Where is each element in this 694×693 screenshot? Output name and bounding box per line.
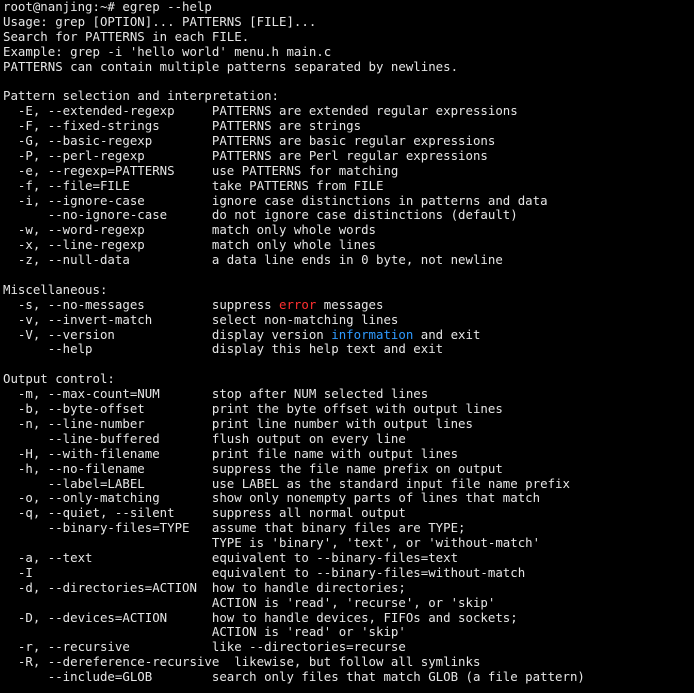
- terminal-line: -a, --text equivalent to --binary-files=text: [3, 550, 459, 565]
- terminal-line: Example: grep -i 'hello world' menu.h main.c: [3, 44, 332, 59]
- terminal-line: --line-buffered flush output on every line: [3, 431, 406, 446]
- terminal-line: -I equivalent to --binary-files=without-match: [3, 565, 526, 580]
- terminal-line: -r, --recursive like --directories=recurse: [3, 640, 406, 655]
- terminal-line: -f, --file=FILE take PATTERNS from FILE: [3, 178, 384, 193]
- terminal-line: Search for PATTERNS in each FILE.: [3, 29, 250, 44]
- terminal-line: Pattern selection and interpretation:: [3, 89, 280, 104]
- terminal-line: [3, 74, 694, 89]
- terminal-line: -n, --line-number print line number with output lines: [3, 416, 473, 431]
- terminal-line: -e, --regexp=PATTERNS use PATTERNS for matching: [3, 163, 399, 178]
- error-highlight-text: error: [279, 297, 317, 312]
- terminal-text-segment: -V, --version display version: [3, 327, 332, 342]
- terminal-line: --label=LABEL use LABEL as the standard input file name prefix: [3, 476, 570, 491]
- terminal-line: [3, 357, 694, 372]
- terminal-line: TYPE is 'binary', 'text', or 'without-match': [3, 536, 541, 551]
- terminal-line: -x, --line-regexp match only whole lines: [3, 238, 376, 253]
- terminal-line: -H, --with-filename print file name with output lines: [3, 446, 459, 461]
- terminal-line: ACTION is 'read' or 'skip': [3, 625, 406, 640]
- terminal-line: -F, --fixed-strings PATTERNS are strings: [3, 119, 362, 134]
- terminal-line: Output control:: [3, 372, 115, 387]
- terminal-line: -G, --basic-regexp PATTERNS are basic regular expressions: [3, 134, 496, 149]
- terminal-line: -v, --invert-match select non-matching lines: [3, 312, 399, 327]
- terminal-text-segment: messages: [316, 297, 384, 312]
- terminal-line: [3, 298, 694, 313]
- terminal-line: PATTERNS can contain multiple patterns separated by newlines.: [3, 59, 459, 74]
- terminal-line: [3, 328, 694, 343]
- terminal-line: --help display this help text and exit: [3, 342, 444, 357]
- terminal-line: -h, --no-filename suppress the file name prefix on output: [3, 461, 503, 476]
- terminal-line: -m, --max-count=NUM stop after NUM selected lines: [3, 387, 429, 402]
- terminal-line: -b, --byte-offset print the byte offset with output lines: [3, 402, 503, 417]
- terminal-line: -i, --ignore-case ignore case distinctions in patterns and data: [3, 193, 548, 208]
- terminal-line: -P, --perl-regexp PATTERNS are Perl regular expressions: [3, 148, 488, 163]
- info-highlight-text: information: [331, 327, 414, 342]
- terminal-line: root@nanjing:~# egrep --help: [3, 0, 212, 14]
- terminal-line: ACTION is 'read', 'recurse', or 'skip': [3, 595, 496, 610]
- terminal-line: --include=GLOB search only files that match GLOB (a file pattern): [3, 670, 585, 685]
- terminal-line: Usage: grep [OPTION]... PATTERNS [FILE]...: [3, 14, 317, 29]
- terminal-line: -D, --devices=ACTION how to handle devices, FIFOs and sockets;: [3, 610, 518, 625]
- terminal-line: -z, --null-data a data line ends in 0 byte, not newline: [3, 253, 503, 268]
- terminal-line: -R, --dereference-recursive likewise, but follow all symlinks: [3, 655, 481, 670]
- terminal-line: Miscellaneous:: [3, 282, 108, 297]
- terminal-line: -q, --quiet, --silent suppress all normal output: [3, 506, 406, 521]
- terminal-line: --binary-files=TYPE assume that binary files are TYPE;: [3, 521, 466, 536]
- terminal-line: -w, --word-regexp match only whole words: [3, 223, 376, 238]
- terminal-text-segment: and exit: [413, 327, 481, 342]
- terminal-line: --no-ignore-case do not ignore case distinctions (default): [3, 208, 518, 223]
- terminal-line: -o, --only-matching show only nonempty parts of lines that match: [3, 491, 541, 506]
- terminal-line: [3, 268, 694, 283]
- terminal-text-segment: -s, --no-messages suppress: [3, 297, 280, 312]
- terminal-line: -E, --extended-regexp PATTERNS are extended regular expressions: [3, 104, 518, 119]
- terminal-line: -d, --directories=ACTION how to handle directories;: [3, 580, 406, 595]
